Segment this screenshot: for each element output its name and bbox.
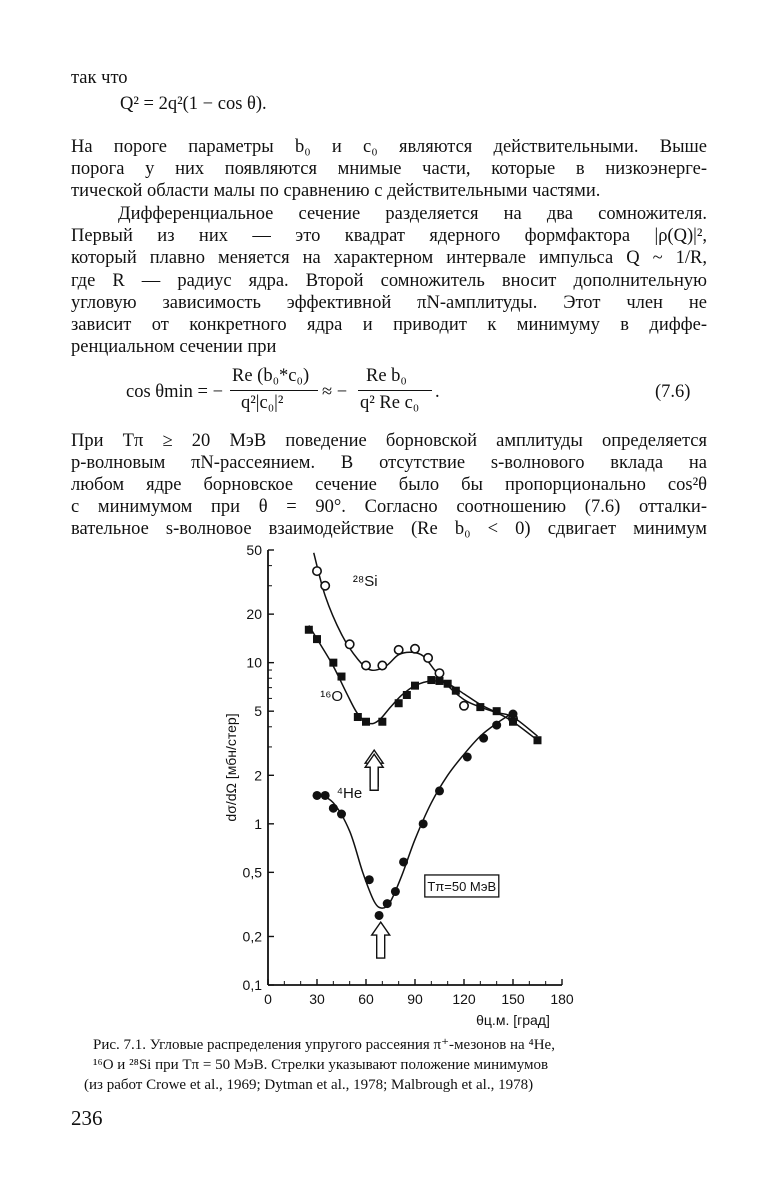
- chart-labels: [223, 573, 550, 1028]
- data-point-si28: [424, 654, 432, 662]
- data-point-o16: [395, 699, 403, 707]
- paragraph-1-line: порога у них появляются мнимые части, которые в низкоэнерге-: [71, 159, 707, 179]
- data-point-o16: [305, 626, 313, 634]
- data-point-si28: [394, 646, 402, 654]
- series-label: ⁴He: [336, 784, 363, 802]
- data-point-he4: [365, 875, 374, 884]
- x-tick-label: 0: [264, 991, 272, 1007]
- equation-lhs: cos θmin = −: [126, 382, 224, 402]
- paragraph-3-line: любом ядре борновское сечение было бы пропорционально cos²θ: [71, 475, 707, 495]
- x-tick-label: 180: [550, 991, 574, 1007]
- data-point-o16: [493, 707, 501, 715]
- paragraph-3-line: вательное s-волновое взаимодействие (Re b₀ < 0) сдвигает минимум: [71, 519, 707, 539]
- series-label: ¹⁶O: [320, 687, 344, 705]
- data-point-he4: [509, 710, 518, 719]
- caption-line: ¹⁶O и ²⁸Si при Tπ = 50 МэВ. Стрелки указывают положение минимумов: [93, 1057, 549, 1073]
- paragraph-3-line: p-волновым πN-рассеянием. В отсутствие s-волнового вклада на: [71, 453, 707, 473]
- y-tick-label: 2: [254, 767, 262, 784]
- data-point-o16: [427, 676, 435, 684]
- data-point-he4: [337, 810, 346, 819]
- y-tick-label: 50: [246, 542, 262, 558]
- paragraph-3-line: При Tπ ≥ 20 МэВ поведение борновской амплитуды определяется: [71, 431, 707, 451]
- series-label: ²⁸Si: [352, 572, 378, 590]
- data-point-he4: [399, 857, 408, 866]
- annotation-text: Tπ=50 МэВ: [427, 878, 497, 894]
- figure-7-1-chart: [220, 540, 590, 1030]
- intro-text: так что: [71, 68, 128, 88]
- data-point-o16: [411, 682, 419, 690]
- y-tick-label: 10: [246, 654, 262, 671]
- data-point-o16: [403, 691, 411, 699]
- paragraph-2-line: Дифференциальное сечение разделяется на два сомножителя.: [118, 204, 707, 224]
- data-point-o16: [444, 680, 452, 688]
- x-tick-label: 120: [452, 991, 476, 1007]
- equation-end: .: [435, 382, 440, 402]
- x-axis-label: θц.м. [град]: [476, 1012, 550, 1028]
- data-point-si28: [321, 582, 329, 590]
- x-tick-label: 90: [407, 991, 423, 1007]
- data-point-si28: [313, 567, 321, 575]
- x-tick-label: 60: [358, 991, 374, 1007]
- paragraph-1-line: тической области малы по сравнению с действительными частями.: [71, 181, 601, 201]
- equation-fraction-2-denominator: q² Re c₀: [360, 393, 420, 413]
- paragraph-2-line: который плавно меняется на характерном интервале импульса Q ~ 1/R,: [71, 248, 707, 268]
- data-point-he4: [492, 721, 501, 730]
- page-number: 236: [71, 1106, 103, 1130]
- data-point-he4: [419, 819, 428, 828]
- y-tick-label: 5: [254, 703, 262, 720]
- formula-q: Q² = 2q²(1 − cos θ).: [120, 94, 267, 114]
- data-point-o16: [452, 687, 460, 695]
- data-point-si28: [362, 661, 370, 669]
- data-point-he4: [313, 791, 322, 800]
- data-point-o16: [329, 659, 337, 667]
- equation-number: (7.6): [655, 382, 691, 402]
- data-point-si28: [460, 702, 468, 710]
- caption-line: Рис. 7.1. Угловые распределения упругого рассеяния π⁺-мезонов на ⁴He,: [93, 1037, 555, 1053]
- equation-fraction-1-denominator: q²|c₀|²: [241, 393, 284, 413]
- data-point-he4: [435, 786, 444, 795]
- y-tick-label: 20: [246, 606, 262, 623]
- paragraph-2-line: Первый из них — это квадрат ядерного формфактора |ρ(Q)|²,: [71, 226, 707, 246]
- data-point-o16: [313, 635, 321, 643]
- data-point-o16: [534, 736, 542, 744]
- chart-markers: [305, 567, 542, 920]
- caption-line: (из работ Crowe et al., 1969; Dytman et al., 1978; Malbrough et al., 1978): [84, 1077, 534, 1093]
- data-point-he4: [479, 734, 488, 743]
- y-axis-label: dσ/dΩ [мбн/стер]: [223, 713, 239, 822]
- x-tick-label: 30: [309, 991, 325, 1007]
- data-point-o16: [354, 713, 362, 721]
- y-tick-label: 0,5: [242, 864, 262, 881]
- paragraph-2-line: где R — радиус ядра. Второй сомножитель вносит дополнительную: [71, 271, 707, 291]
- fraction-bar: [230, 390, 318, 391]
- equation-fraction-2-numerator: Re b₀: [366, 366, 407, 386]
- data-point-si28: [345, 640, 353, 648]
- data-point-he4: [329, 804, 338, 813]
- paragraph-2-line: зависит от конкретного ядра и приводит к минимуму в диффе-: [71, 315, 707, 335]
- data-point-si28: [411, 645, 419, 653]
- y-tick-label: 0,2: [242, 928, 262, 945]
- chart-axes: [243, 542, 574, 1007]
- paragraph-1-line: На пороге параметры b₀ и c₀ являются действительными. Выше: [71, 137, 707, 157]
- y-tick-label: 1: [254, 815, 262, 832]
- equation-approx: ≈ −: [322, 382, 348, 402]
- data-point-o16: [378, 718, 386, 726]
- data-point-si28: [378, 661, 386, 669]
- chart-curves: [309, 553, 538, 908]
- chart-minimum-arrows: [365, 750, 390, 958]
- paragraph-2-line: ренциальном сечении при: [71, 337, 277, 357]
- data-point-he4: [321, 791, 330, 800]
- data-point-o16: [509, 718, 517, 726]
- data-point-o16: [476, 703, 484, 711]
- data-point-o16: [338, 673, 346, 681]
- paragraph-2-line: угловую зависимость эффективной πN-амплитуды. Этот член не: [71, 293, 707, 313]
- minimum-arrow: [372, 922, 390, 958]
- data-point-o16: [362, 718, 370, 726]
- data-point-he4: [375, 911, 384, 920]
- y-tick-label: 0,1: [242, 977, 262, 993]
- fraction-bar: [358, 390, 432, 391]
- data-point-o16: [436, 677, 444, 685]
- data-point-he4: [383, 899, 392, 908]
- data-point-he4: [463, 752, 472, 761]
- x-tick-label: 150: [501, 991, 525, 1007]
- data-point-he4: [391, 887, 400, 896]
- paragraph-3-line: с минимумом при θ = 90°. Согласно соотношению (7.6) отталки-: [71, 497, 707, 517]
- data-point-si28: [435, 669, 443, 677]
- curve-filled-square: [309, 626, 538, 741]
- equation-fraction-1-numerator: Re (b₀*c₀): [232, 366, 310, 386]
